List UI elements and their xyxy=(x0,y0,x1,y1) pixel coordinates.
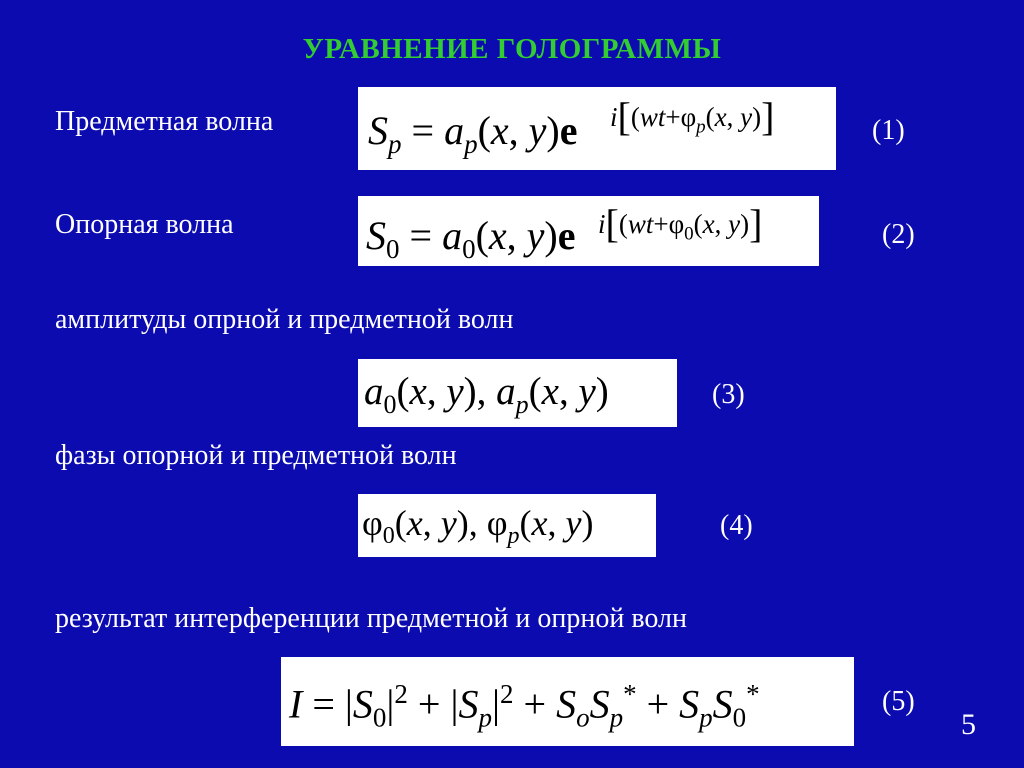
equation-number-5: (5) xyxy=(882,686,915,717)
slide-number: 5 xyxy=(961,708,976,741)
label-phases: фазы опорной и предметной волн xyxy=(55,440,457,471)
formula-5-interference: $I = |S_0|^2 + |S_p|^2 + S_oS_p^* + S_pS_0^*$ xyxy=(281,657,854,746)
slide-title: УРАВНЕНИЕ ГОЛОГРАММЫ xyxy=(302,33,722,65)
equation-number-2: (2) xyxy=(882,219,915,250)
formula-4-phases: $\varphi_0(x$, y), $\varphi_p(x$, y) xyxy=(358,494,656,557)
label-amplitudes: амплитуды опрной и предметной волн xyxy=(55,304,514,335)
label-reference-wave: Опорная волна xyxy=(55,209,234,240)
formula-2-reference-wave: $S_0 = a_0(x$, y)e $i[(wt+\varphi_0(x$, y)] xyxy=(358,196,819,266)
equation-number-3: (3) xyxy=(712,379,745,410)
formula-1-object-wave: $S_p = a_p(x$, y)e $i[(wt+\varphi_p(x$, y)] xyxy=(358,87,836,170)
label-interference-result: результат интерференции предметной и опрной волн xyxy=(55,603,687,634)
formula-3-amplitudes: $a_0(x$, y), $a_p(x$, y) xyxy=(358,359,677,427)
label-object-wave: Предметная волна xyxy=(55,106,274,137)
equation-number-1: (1) xyxy=(872,115,905,146)
equation-number-4: (4) xyxy=(720,510,753,541)
